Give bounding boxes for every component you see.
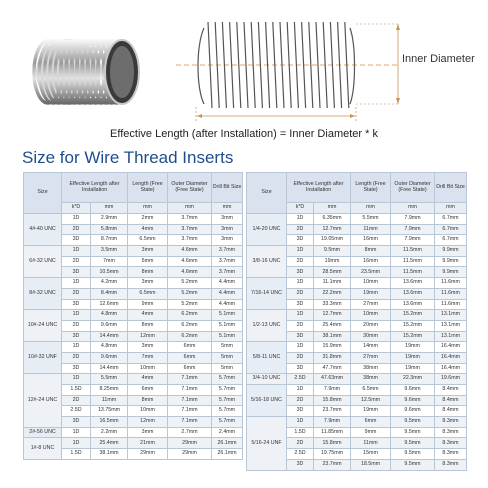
outer-diameter-cell: 3.7mm [168,235,212,246]
header-k: k*D [62,203,91,214]
length-free-cell: 14mm [351,342,391,353]
outer-diameter-cell: 6mm [168,352,212,363]
outer-diameter-cell: 7.1mm [168,385,212,396]
length-free-cell: 3mm [128,278,168,289]
outer-diameter-cell: 15.2mm [391,310,435,321]
header-outer-diameter: Outer Diameter (Free State) [391,173,435,203]
length-free-cell: 5mm [128,256,168,267]
drill-bit-cell: 5mm [212,342,243,353]
drill-bit-cell: 9.9mm [435,246,467,257]
k-cell: 2.5D [62,406,91,417]
effective-length-cell: 8.25mm [91,385,128,396]
k-cell: 1D [287,246,314,257]
header-effective-length: Effective Length after Installation [62,173,128,203]
effective-length-cell: 33.3mm [314,299,351,310]
length-free-cell: 4mm [128,310,168,321]
effective-length-cell: 6.35mm [314,214,351,225]
length-free-cell: 16mm [351,235,391,246]
effective-length-cell: 12.6mm [91,299,128,310]
k-cell: 2D [62,320,91,331]
effective-length-cell: 9.6mm [91,320,128,331]
product-diagram [0,0,488,150]
outer-diameter-cell: 6mm [168,363,212,374]
spec-table-right [246,172,467,471]
effective-length-cell: 11mm [91,395,128,406]
drill-bit-cell: 6.7mm [435,235,467,246]
drill-bit-cell: 8.3mm [435,427,467,438]
outer-diameter-cell: 29mm [168,438,212,449]
length-free-cell: 30mm [351,331,391,342]
length-free-cell: 29mm [128,449,168,460]
outer-diameter-cell: 7.9mm [391,224,435,235]
length-free-cell: 6mm [128,385,168,396]
outer-diameter-cell: 7.9mm [391,235,435,246]
technical-drawing [176,22,400,122]
drill-bit-cell: 9.9mm [435,256,467,267]
length-free-cell: 38mm [351,374,391,385]
k-cell: 1D [287,278,314,289]
effective-length-cell: 4.8mm [91,310,128,321]
drill-bit-cell: 5.1mm [212,320,243,331]
coil-photo-icon [34,39,139,105]
outer-diameter-cell: 9.5mm [391,417,435,428]
size-cell: 10#-24 UNC [24,310,62,342]
effective-length-cell: 2.2mm [91,427,128,438]
size-cell: 3/8-16 UNC [247,246,287,278]
effective-length-cell: 28.5mm [314,267,351,278]
effective-length-cell: 16.5mm [91,417,128,428]
effective-length-cell: 2.9mm [91,214,128,225]
table-row [24,427,243,438]
drill-bit-cell: 6.7mm [435,224,467,235]
drill-bit-cell: 16.4mm [435,352,467,363]
header-mm: mm [91,203,128,214]
length-free-cell: 9mm [351,427,391,438]
k-cell: 3D [287,363,314,374]
length-free-cell: 8mm [128,320,168,331]
size-cell: 10#-32 UNF [24,342,62,374]
outer-diameter-cell: 2.7mm [168,427,212,438]
effective-length-cell: 19.75mm [314,449,351,460]
effective-length-cell: 47.7mm [314,363,351,374]
outer-diameter-cell: 7.9mm [391,214,435,225]
outer-diameter-cell: 19mm [391,363,435,374]
drill-bit-cell: 11.6mm [435,278,467,289]
section-heading: Size for Wire Thread Inserts [22,148,234,167]
k-cell: 2D [287,352,314,363]
header-drill-bit: Drill Bit Size [212,173,243,203]
size-cell: 7/16-14 UNC [247,278,287,310]
drill-bit-cell: 8.3mm [435,449,467,460]
drill-bit-cell: 3.7mm [212,267,243,278]
effective-length-cell: 9.6mm [91,352,128,363]
k-cell: 3D [62,299,91,310]
outer-diameter-cell: 9.6mm [391,406,435,417]
drill-bit-cell: 13.1mm [435,310,467,321]
effective-length-cell: 47.63mm [314,374,351,385]
outer-diameter-cell: 6.2mm [168,331,212,342]
header-mm: mm [168,203,212,214]
size-cell: 2#-56 UNC [24,427,62,438]
drill-bit-cell: 5.1mm [212,310,243,321]
length-free-cell: 23.5mm [351,267,391,278]
k-cell: 1D [62,342,91,353]
effective-length-cell: 12.7mm [314,224,351,235]
outer-diameter-cell: 13.6mm [391,299,435,310]
drill-bit-cell: 6.7mm [435,214,467,225]
length-free-cell: 10mm [128,363,168,374]
header-mm: mm [314,203,351,214]
outer-diameter-cell: 6mm [168,342,212,353]
k-cell: 1.5D [287,427,314,438]
effective-length-cell: 12.7mm [314,310,351,321]
drill-bit-cell: 8.4mm [435,406,467,417]
table-row [24,310,243,321]
outer-diameter-cell: 9.5mm [391,427,435,438]
effective-length-cell: 19mm [314,256,351,267]
k-cell: 2D [287,438,314,449]
size-cell: 1#-8 UNC [24,438,62,459]
outer-diameter-cell: 29mm [168,449,212,460]
outer-diameter-cell: 11.5mm [391,267,435,278]
header-outer-diameter: Outer Diameter (Free State) [168,173,212,203]
effective-length-cell: 13.75mm [91,406,128,417]
table-row [24,278,243,289]
effective-length-cell: 25.4mm [314,320,351,331]
length-free-cell: 3mm [128,427,168,438]
effective-length-cell: 14.4mm [91,363,128,374]
header-effective-length: Effective Length after Installation [287,173,351,203]
drill-bit-cell: 8.4mm [435,395,467,406]
drill-bit-cell: 9.9mm [435,267,467,278]
k-cell: 1D [287,417,314,428]
k-cell: 1D [62,214,91,225]
k-cell: 1D [62,246,91,257]
length-free-cell: 18.5mm [351,459,391,470]
k-cell: 1.5D [62,385,91,396]
table-row [247,385,467,396]
outer-diameter-cell: 4.6mm [168,267,212,278]
outer-diameter-cell: 9.5mm [391,438,435,449]
table-row [247,342,467,353]
length-free-cell: 8mm [128,395,168,406]
effective-length-cell: 31.8mm [314,352,351,363]
outer-diameter-cell: 5.2mm [168,288,212,299]
length-free-cell: 27mm [351,299,391,310]
effective-length-cell: 4.8mm [91,342,128,353]
outer-diameter-cell: 5.2mm [168,299,212,310]
effective-length-formula: Effective Length (after Installation) = Inner Diameter * k [110,128,378,140]
effective-length-cell: 11.1mm [314,278,351,289]
k-cell: 3D [287,459,314,470]
drill-bit-cell: 26.1mm [212,438,243,449]
table-row [24,342,243,353]
size-cell: 5/16-18 UNC [247,385,287,417]
length-free-cell: 27mm [351,352,391,363]
size-cell: 5/16-24 UNF [247,417,287,470]
k-cell: 2D [62,224,91,235]
drill-bit-cell: 8.3mm [435,459,467,470]
drill-bit-cell: 11.6mm [435,288,467,299]
outer-diameter-cell: 13.6mm [391,288,435,299]
effective-length-cell: 5.5mm [91,374,128,385]
k-cell: 2D [287,395,314,406]
length-free-cell: 3mm [128,342,168,353]
length-free-cell: 6.5mm [128,235,168,246]
header-mm: mm [391,203,435,214]
k-cell: 3D [62,417,91,428]
k-cell: 3D [287,267,314,278]
k-cell: 1D [287,310,314,321]
length-free-cell: 15mm [351,449,391,460]
length-free-cell: 7mm [128,352,168,363]
k-cell: 2.5D [287,449,314,460]
table-row [24,246,243,257]
outer-diameter-cell: 7.1mm [168,417,212,428]
outer-diameter-cell: 19mm [391,352,435,363]
drill-bit-cell: 3mm [212,224,243,235]
k-cell: 2D [62,352,91,363]
drill-bit-cell: 3mm [212,235,243,246]
effective-length-cell: 7mm [91,256,128,267]
table-row [24,214,243,225]
effective-length-cell: 25.4mm [91,438,128,449]
length-free-cell: 38mm [351,363,391,374]
k-cell: 2.5D [287,374,314,385]
spec-table-left [23,172,243,460]
outer-diameter-cell: 5.2mm [168,278,212,289]
size-cell: 3/4-10 UNC [247,374,287,385]
header-mm: mm [128,203,168,214]
drill-bit-cell: 11.6mm [435,299,467,310]
outer-diameter-cell: 7.1mm [168,406,212,417]
length-free-cell: 19mm [351,288,391,299]
k-cell: 1D [62,427,91,438]
effective-length-cell: 38.1mm [91,449,128,460]
header-k: k*D [287,203,314,214]
drill-bit-cell: 5.7mm [212,385,243,396]
effective-length-cell: 15.9mm [314,342,351,353]
effective-length-cell: 14.4mm [91,331,128,342]
k-cell: 2D [62,395,91,406]
k-cell: 1D [287,214,314,225]
k-cell: 3D [62,331,91,342]
k-cell: 1D [62,374,91,385]
outer-diameter-cell: 6.2mm [168,310,212,321]
length-free-cell: 11mm [351,438,391,449]
drill-bit-cell: 5mm [212,352,243,363]
outer-diameter-cell: 9.6mm [391,385,435,396]
outer-diameter-cell: 6.2mm [168,320,212,331]
outer-diameter-cell: 11.5mm [391,256,435,267]
outer-diameter-cell: 11.5mm [391,246,435,257]
effective-length-cell: 7.9mm [314,417,351,428]
k-cell: 3D [287,406,314,417]
k-cell: 2D [287,320,314,331]
effective-length-cell: 10.5mm [91,267,128,278]
size-cell: 4#-40 UNC [24,214,62,246]
header-mm: mm [212,203,243,214]
header-mm: mm [351,203,391,214]
table-row [24,374,243,385]
length-free-cell: 6.5mm [351,385,391,396]
effective-length-cell: 15.8mm [314,438,351,449]
length-free-cell: 21mm [128,438,168,449]
k-cell: 2D [62,288,91,299]
effective-length-cell: 9.5mm [314,246,351,257]
drill-bit-cell: 8.3mm [435,417,467,428]
effective-length-cell: 38.1mm [314,331,351,342]
k-cell: 3D [62,267,91,278]
table-row [247,246,467,257]
table-row [247,310,467,321]
effective-length-cell: 11.85mm [314,427,351,438]
effective-length-cell: 19.05mm [314,235,351,246]
outer-diameter-cell: 19mm [391,342,435,353]
outer-diameter-cell: 9.5mm [391,449,435,460]
inner-diameter-label: Inner Diameter [402,53,475,65]
drill-bit-cell: 4.4mm [212,299,243,310]
drill-bit-cell: 5.7mm [212,374,243,385]
effective-length-cell: 15.8mm [314,395,351,406]
k-cell: 1D [62,278,91,289]
drill-bit-cell: 16.4mm [435,363,467,374]
header-drill-bit: Drill Bit Size [435,173,467,203]
length-free-cell: 11mm [351,224,391,235]
size-cell: 6#-32 UNC [24,246,62,278]
outer-diameter-cell: 15.2mm [391,320,435,331]
effective-length-cell: 7.9mm [314,385,351,396]
size-cell: 12#-24 UNC [24,374,62,427]
length-free-cell: 10mm [351,278,391,289]
length-free-cell: 8mm [351,246,391,257]
drill-bit-cell: 13.1mm [435,331,467,342]
drill-bit-cell: 26.1mm [212,449,243,460]
k-cell: 2D [287,224,314,235]
header-mm: mm [435,203,467,214]
drill-bit-cell: 5.7mm [212,395,243,406]
length-free-cell: 6mm [351,417,391,428]
effective-length-cell: 8.7mm [91,235,128,246]
header-size: Size [247,173,287,214]
length-free-cell: 10mm [351,310,391,321]
size-cell: 1/4-20 UNC [247,214,287,246]
header-length-free: Length (Free State) [128,173,168,203]
effective-length-cell: 22.2mm [314,288,351,299]
size-cell: 8#-32 UNC [24,278,62,310]
table-row [24,438,243,449]
table-row [247,278,467,289]
drill-bit-cell: 8.4mm [435,385,467,396]
header-size: Size [24,173,62,214]
length-free-cell: 5.5mm [351,214,391,225]
outer-diameter-cell: 7.1mm [168,395,212,406]
header-length-free: Length (Free State) [351,173,391,203]
drill-bit-cell: 3.7mm [212,256,243,267]
outer-diameter-cell: 22.3mm [391,374,435,385]
effective-length-cell: 23.7mm [314,459,351,470]
drill-bit-cell: 3.7mm [212,246,243,257]
k-cell: 1D [287,385,314,396]
effective-length-cell: 3.5mm [91,246,128,257]
k-cell: 2D [287,288,314,299]
k-cell: 1D [62,310,91,321]
k-cell: 2D [62,256,91,267]
drill-bit-cell: 4.4mm [212,278,243,289]
size-cell: 1/2-13 UNC [247,310,287,342]
k-cell: 2D [287,256,314,267]
length-free-cell: 12mm [128,331,168,342]
drill-bit-cell: 2.4mm [212,427,243,438]
outer-diameter-cell: 7.1mm [168,374,212,385]
k-cell: 1.5D [62,449,91,460]
outer-diameter-cell: 3.7mm [168,214,212,225]
effective-length-cell: 8.4mm [91,288,128,299]
length-free-cell: 16mm [351,256,391,267]
drill-bit-cell: 16.4mm [435,342,467,353]
effective-length-cell: 4.2mm [91,278,128,289]
k-cell: 3D [287,235,314,246]
outer-diameter-cell: 9.6mm [391,395,435,406]
outer-diameter-cell: 9.5mm [391,459,435,470]
drill-bit-cell: 5.1mm [212,331,243,342]
drill-bit-cell: 5.7mm [212,417,243,428]
k-cell: 3D [287,331,314,342]
outer-diameter-cell: 3.7mm [168,224,212,235]
drill-bit-cell: 13.1mm [435,320,467,331]
effective-length-cell: 23.7mm [314,406,351,417]
length-free-cell: 4mm [128,224,168,235]
length-free-cell: 19mm [351,406,391,417]
table-row [247,417,467,428]
length-free-cell: 10mm [128,406,168,417]
table-row [247,374,467,385]
k-cell: 3D [62,363,91,374]
effective-length-cell: 5.8mm [91,224,128,235]
table-row [247,214,467,225]
drill-bit-cell: 5.7mm [212,406,243,417]
size-cell: 5/8-11 UNC [247,342,287,374]
length-free-cell: 12.5mm [351,395,391,406]
drill-bit-cell: 19.6mm [435,374,467,385]
outer-diameter-cell: 4.6mm [168,246,212,257]
k-cell: 3D [62,235,91,246]
length-free-cell: 9mm [128,299,168,310]
length-free-cell: 6.5mm [128,288,168,299]
k-cell: 1D [287,342,314,353]
length-free-cell: 12mm [128,417,168,428]
k-cell: 3D [287,299,314,310]
drill-bit-cell: 4.4mm [212,288,243,299]
outer-diameter-cell: 15.2mm [391,331,435,342]
drill-bit-cell: 5mm [212,363,243,374]
length-free-cell: 8mm [128,267,168,278]
outer-diameter-cell: 4.6mm [168,256,212,267]
outer-diameter-cell: 13.6mm [391,278,435,289]
length-free-cell: 4mm [128,374,168,385]
drill-bit-cell: 3mm [212,214,243,225]
drill-bit-cell: 8.3mm [435,438,467,449]
length-free-cell: 20mm [351,320,391,331]
k-cell: 1D [62,438,91,449]
length-free-cell: 3mm [128,246,168,257]
length-free-cell: 2mm [128,214,168,225]
